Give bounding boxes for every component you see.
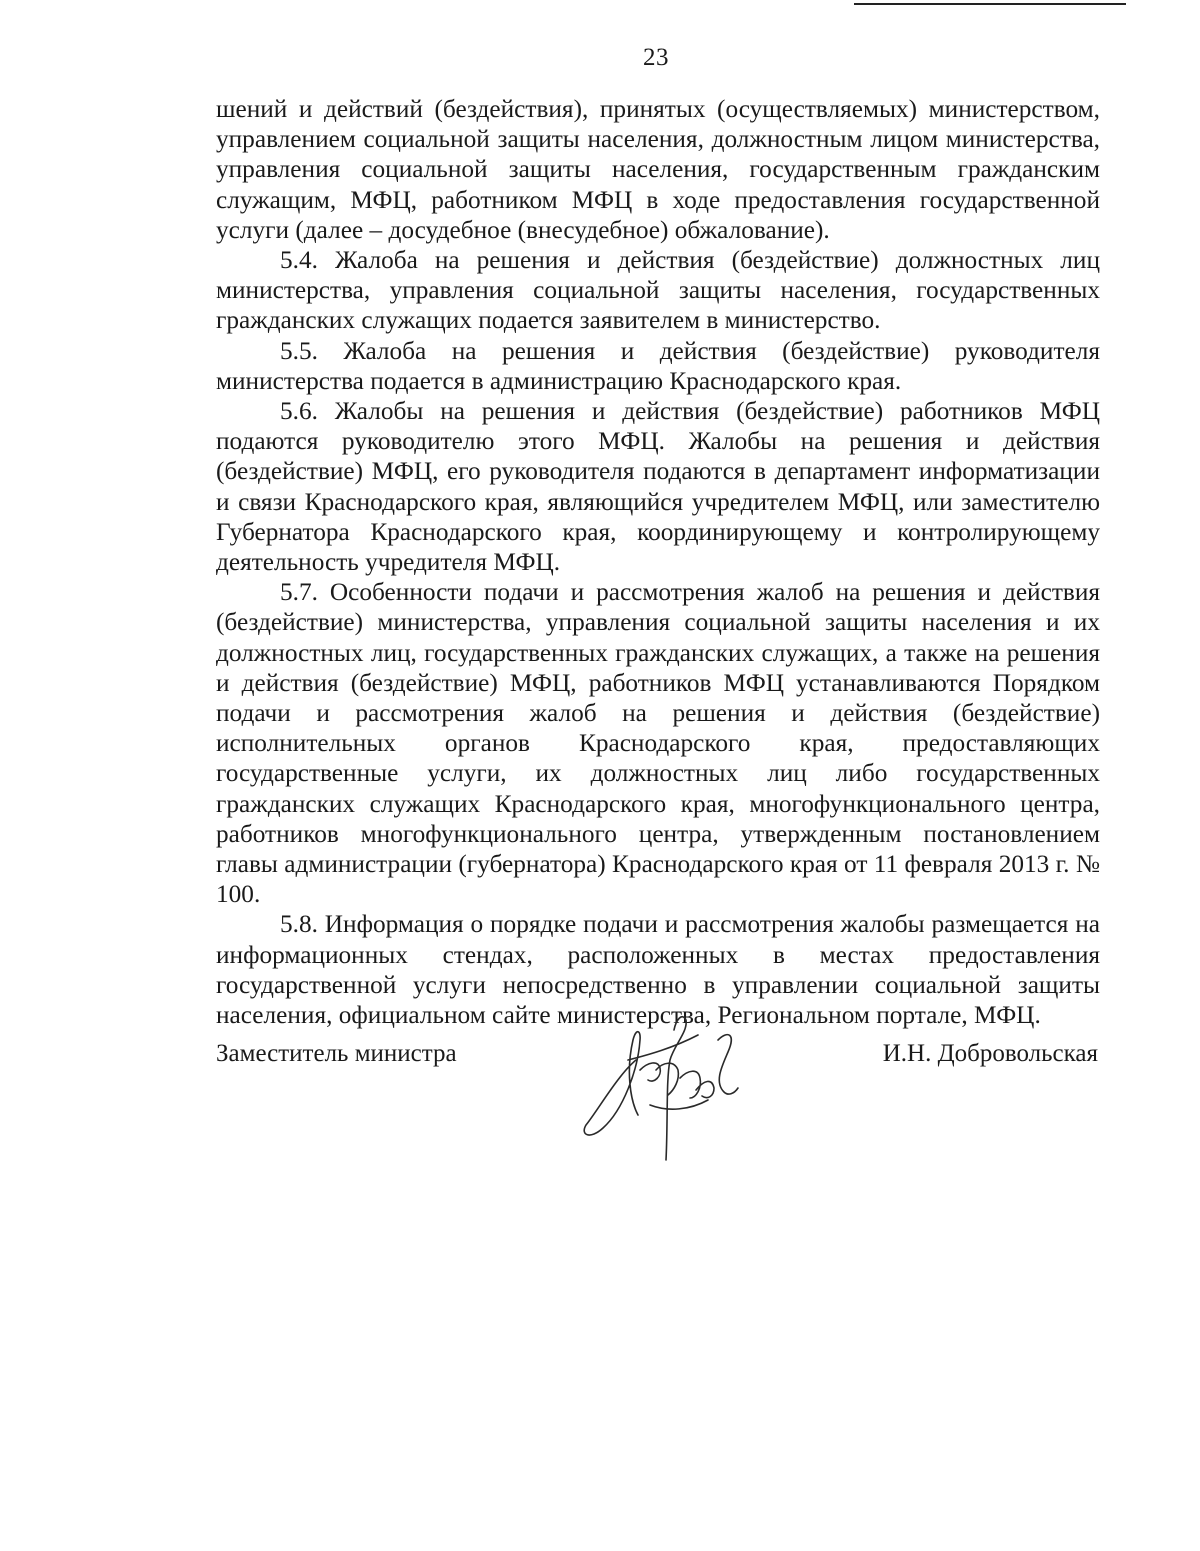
signer-title: Заместитель министра [216,1040,457,1067]
paragraph-5-6: 5.6. Жалобы на решения и действия (бездействие) работников МФЦ подаются руководителю этого МФЦ. Жалобы на решения и действия (бездействие) МФЦ, его руководителя подаются в департамент информатизации и связи Краснодарского края, являющийся учредителем МФЦ, или заместителю Губернатора Краснодарского края, координирующему и контролирующему деятельность учредителя МФЦ. [216,397,1100,577]
paragraph-5-5: 5.5. Жалоба на решения и действия (бездействие) руководителя министерства подается в администрацию Краснодарского края. [216,336,1100,395]
paragraph-5-4: 5.4. Жалоба на решения и действия (бездействие) должностных лиц министерства, управления социальной защиты населения, государственных гражданских служащих подается заявителем в министерство. [216,246,1100,335]
paragraph-5-8: 5.8. Информация о порядке подачи и рассмотрения жалобы размещается на информационных стендах, расположенных в местах предоставления государственной услуги непосредственно в управлении социальной защиты населения, официальном сайте министерства, Региональном портале, МФЦ. [216,910,1100,1030]
page-number: 23 [643,44,669,71]
document-body [216,94,1100,1030]
paragraph-continuation: шений и действий (бездействия), принятых (осуществляемых) министерством, управлением социальной защиты населения, должностным лицом министерства, управления социальной защиты населения, государственным гражданским служащим, МФЦ, работником МФЦ в ходе предоставления государственной услуги (далее – досудебное (внесудебное) обжалование). [216,95,1100,244]
paragraph-5-7: 5.7. Особенности подачи и рассмотрения жалоб на решения и действия (бездействие) министерства, управления социальной защиты населения и их должностных лиц, государственных гражданских служащих, а также на решения и действия (бездействие) МФЦ, работников МФЦ устанавливаются Порядком подачи и рассмотрения жалоб на решения и действия (бездействие) исполнительных органов Краснодарского края, предоставляющих государственные услуги, их должностных лиц либо государственных гражданских служащих Краснодарского края, многофункционального центра, работников многофункционального центра, утвержденным постановлением главы администрации (губернатора) Краснодарского края от 11 февраля 2013 г. № 100. [216,578,1100,909]
handwritten-signature [578,1000,748,1170]
top-rule [854,3,1126,5]
signer-name: И.Н. Добровольская [882,1040,1098,1067]
